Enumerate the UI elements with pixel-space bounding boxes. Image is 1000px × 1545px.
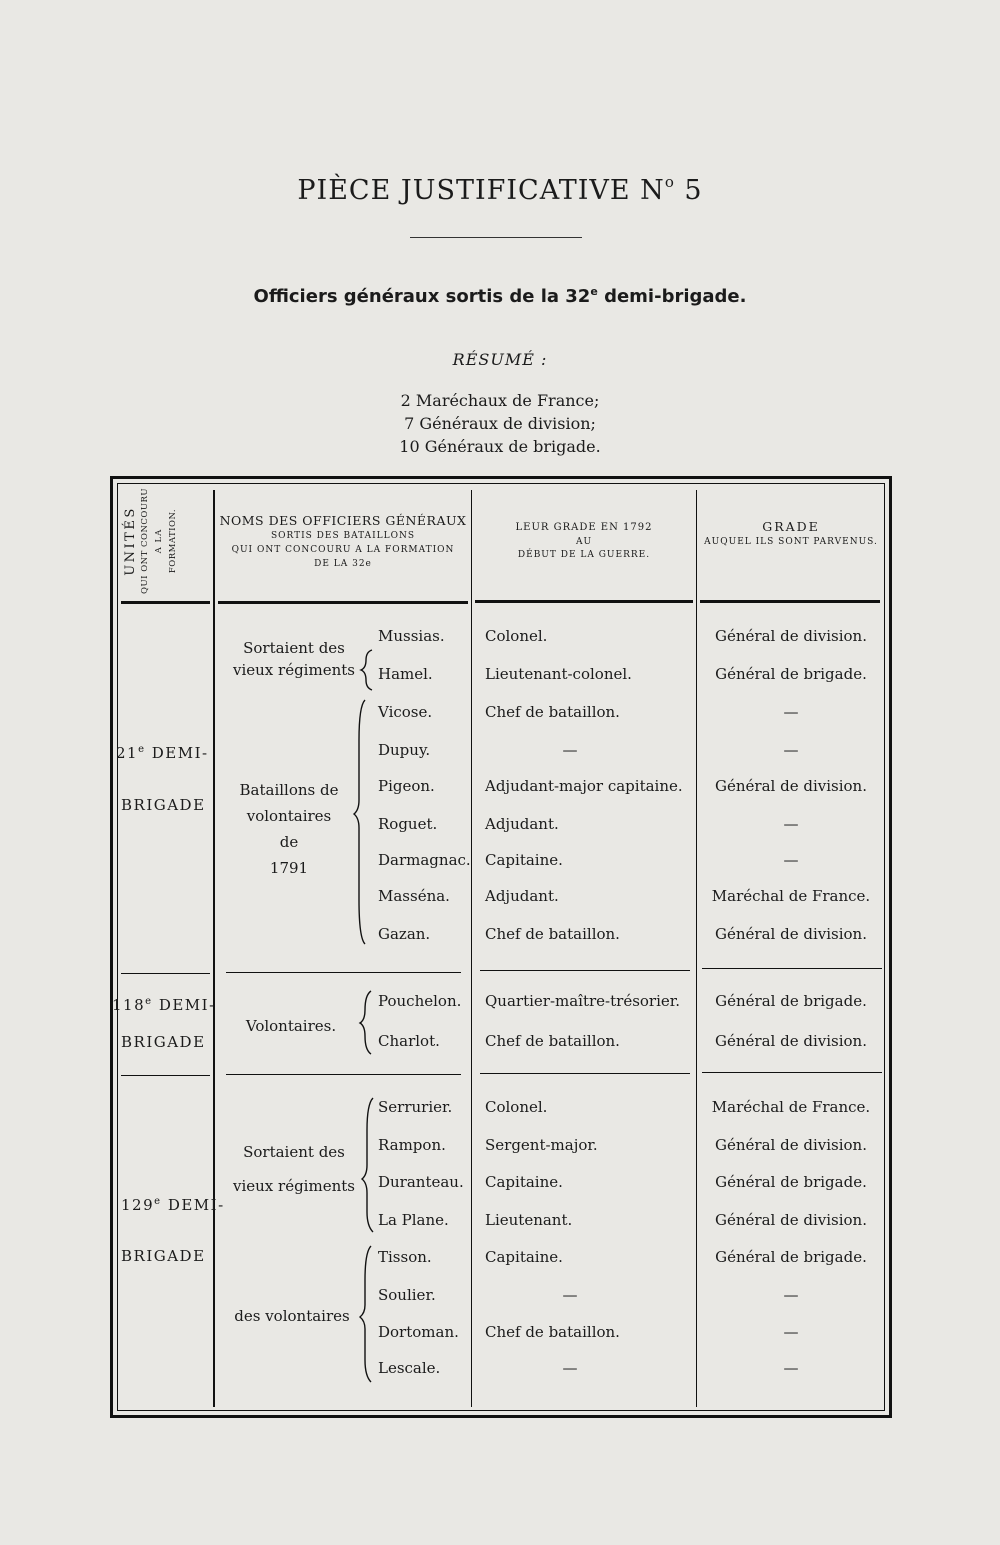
grade-1792: Chef de bataillon. — [485, 703, 620, 721]
grade-final: Maréchal de France. — [711, 887, 871, 905]
officer-name: Darmagnac. — [378, 851, 471, 869]
officer-name: Pigeon. — [378, 777, 435, 795]
officer-name: Mussias. — [378, 627, 445, 645]
officer-name: Dupuy. — [378, 741, 431, 759]
group-vieux-regiments-129: Sortaient des vieux régiments — [233, 1143, 355, 1195]
header-grade-1792: LEUR GRADE EN 1792 AU DÉBUT DE LA GUERRE. — [515, 522, 653, 561]
grade-final: — — [783, 703, 799, 721]
group-volontaires-129: des volontaires — [234, 1307, 350, 1325]
resume-line: 7 Généraux de division; — [404, 414, 596, 433]
unit-21-line1: 21e DEMI- — [116, 744, 209, 762]
grade-final: Général de brigade. — [715, 992, 867, 1010]
page-title: PIÈCE JUSTIFICATIVE $N^o$ 5 — [297, 173, 703, 206]
grade-final: — — [783, 851, 799, 869]
officer-name: Hamel. — [378, 665, 433, 683]
grade-1792: Chef de bataillon. — [485, 1032, 620, 1050]
grade-1792: Adjudant. — [485, 887, 559, 905]
resume-line: 2 Maréchaux de France; — [400, 391, 600, 410]
grade-1792: — — [562, 741, 578, 759]
group-bataillons-1791: Bataillons de volontaires de 1791 — [239, 781, 339, 877]
grade-final: Général de division. — [715, 1136, 867, 1154]
unit-21-line2: BRIGADE — [121, 796, 206, 814]
grade-final: — — [783, 1359, 799, 1377]
officer-name: Tisson. — [378, 1248, 432, 1266]
grade-1792: Capitaine. — [485, 1248, 563, 1266]
grade-1792: — — [562, 1359, 578, 1377]
grade-1792: Quartier-maître-trésorier. — [485, 992, 681, 1010]
brace — [362, 1098, 373, 1232]
brace — [360, 1246, 371, 1382]
grade-final: Maréchal de France. — [711, 1098, 871, 1116]
grade-final: Général de division. — [715, 627, 867, 645]
grade-final: — — [783, 1323, 799, 1341]
grade-1792: Chef de bataillon. — [485, 1323, 620, 1341]
header-noms: NOMS DES OFFICIERS GÉNÉRAUX SORTIS DES BATAILLONS QUI ONT CONCOURU A LA FORMATION DE LA 32e — [219, 513, 467, 570]
grade-1792: Lieutenant. — [485, 1211, 573, 1229]
grade-1792: Adjudant. — [485, 815, 559, 833]
officer-name: Charlot. — [378, 1032, 440, 1050]
grade-final: Général de brigade. — [715, 665, 867, 683]
brace — [354, 700, 365, 944]
grade-1792: Capitaine. — [485, 851, 563, 869]
officer-name: Soulier. — [378, 1286, 436, 1304]
officer-name: Rampon. — [378, 1136, 446, 1154]
subtitle: Officiers généraux sortis de la 32e demi-brigade. — [253, 285, 747, 307]
officer-name: Pouchelon. — [378, 992, 462, 1010]
officer-name: La Plane. — [378, 1211, 449, 1229]
group-vieux-regiments-21: Sortaient des vieux régiments — [233, 639, 355, 679]
grade-1792: Sergent-major. — [485, 1136, 598, 1154]
resume-title: RÉSUMÉ : — [452, 350, 548, 369]
title-number: 5 — [674, 175, 703, 206]
grade-1792: Chef de bataillon. — [485, 925, 620, 943]
grade-final: — — [783, 815, 799, 833]
header-grade: GRADE AUQUEL ILS SONT PARVENUS. — [704, 519, 878, 548]
officer-name: Roguet. — [378, 815, 438, 833]
grade-1792: — — [562, 1286, 578, 1304]
grade-1792: Capitaine. — [485, 1173, 563, 1191]
resume-line: 10 Généraux de brigade. — [399, 437, 601, 456]
grade-final: Général de division. — [715, 777, 867, 795]
officer-name: Serrurier. — [378, 1098, 453, 1116]
grade-final: — — [783, 1286, 799, 1304]
unit-118-line1: 118e DEMI- — [112, 996, 216, 1014]
grade-final: Général de division. — [715, 925, 867, 943]
grade-final: Général de brigade. — [715, 1248, 867, 1266]
grade-1792: Adjudant-major capitaine. — [485, 777, 683, 795]
grade-1792: Colonel. — [485, 627, 548, 645]
group-volontaires-118: Volontaires. — [245, 1017, 337, 1035]
title-superscript: o — [664, 173, 675, 191]
officer-name: Lescale. — [378, 1359, 441, 1377]
grade-final: Général de division. — [715, 1211, 867, 1229]
unit-129-line2: BRIGADE — [121, 1247, 206, 1265]
unit-118-line2: BRIGADE — [121, 1033, 206, 1051]
officer-name: Dortoman. — [378, 1323, 459, 1341]
brace — [360, 991, 371, 1054]
officer-name: Duranteau. — [378, 1173, 464, 1191]
officer-name: Masséna. — [378, 887, 450, 905]
grade-1792: Colonel. — [485, 1098, 548, 1116]
grade-final: — — [783, 741, 799, 759]
grade-1792: Lieutenant-colonel. — [485, 665, 632, 683]
officer-name: Gazan. — [378, 925, 431, 943]
subtitle-superscript: e — [590, 285, 598, 298]
brace — [361, 650, 372, 690]
grade-final: Général de brigade. — [715, 1173, 867, 1191]
unit-129-line1: 129e DEMI- — [121, 1196, 225, 1214]
officer-name: Vicose. — [378, 703, 433, 721]
grade-final: Général de division. — [715, 1032, 867, 1050]
